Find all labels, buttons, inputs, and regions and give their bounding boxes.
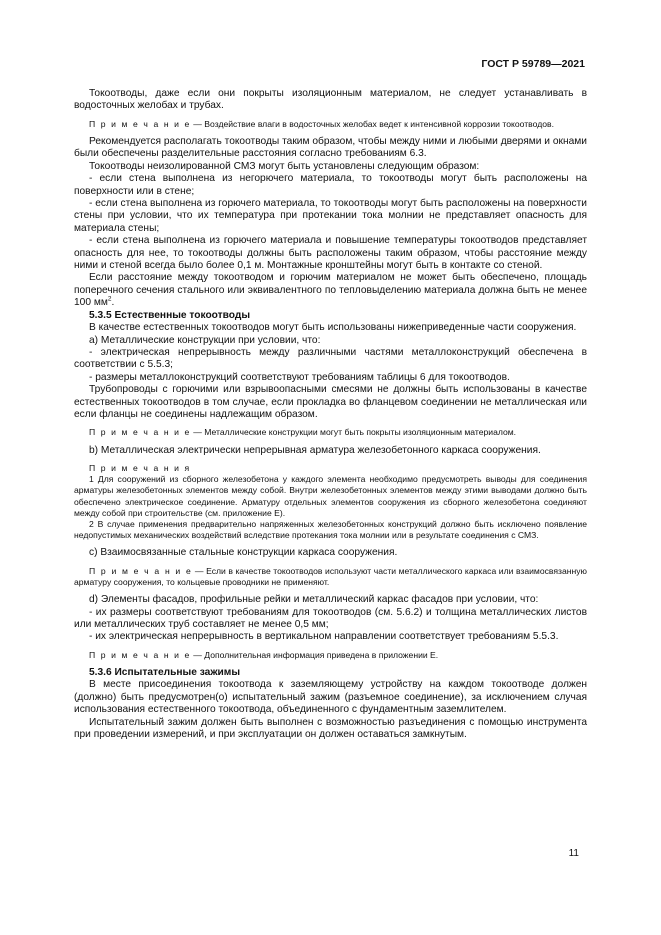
note — [74, 650, 587, 661]
paragraph: В месте присоединения токоотвода к заземляющему устройству на каждом токоотводе должен (должно) быть предусмотрен(о) испытательный зажим (разъемное соединение), за исключением случая использования естественного токоотвода, объединенного с фундаментным заземлителем. — [74, 679, 587, 716]
note-item: 2 В случае применения предварительно напряженных железобетонных конструкций должно быть исключено появление недопустимых механических воздействий вследствие протекания тока молнии или в результате соединения с СМЗ. — [74, 518, 587, 541]
list-item: - их размеры соответствуют требованиям для токоотводов (см. 5.6.2) и толщина металлических листов или металлических труб составляет не менее 0,5 мм; — [74, 606, 587, 631]
superscript: 2 — [107, 295, 112, 303]
section-heading: 5.3.5 Естественные токоотводы — [89, 309, 251, 321]
list-item: b) Металлическая электрически непрерывная арматура железобетонного каркаса сооружения. — [89, 444, 541, 456]
note-label: П р и м е ч а н и е — [89, 649, 191, 660]
document-header: ГОСТ Р 59789—2021 — [481, 58, 585, 70]
paragraph: Токоотводы неизолированной СМЗ могут быть установлены следующим образом: — [89, 160, 480, 172]
list-item: а) Металлические конструкции при условии, что: — [89, 334, 321, 346]
document-body — [74, 88, 587, 741]
paragraph-end: . — [111, 297, 115, 309]
paragraph: Трубопроводы с горючими или взрывоопасными смесями не должны быть использованы в качестве естественных токоотводов в том случае, если прокладка во фланцевом соединении не металлическая или если фланцы не соединены надлежащим образом. — [74, 384, 587, 420]
paragraph: Испытательный зажим должен быть выполнен с возможностью разъединения с помощью инструмента при проведении измерений, и при эксплуатации он должен оставаться замкнутым. — [74, 716, 587, 741]
note-item: 1 Для сооружений из сборного железобетона у каждого элемента необходимо предусмотреть выводы для соединения арматуры железобетонных элементов между собой. Внутри железобетонных элементов между этими выводами должно быть обеспечено электрическое соединение. Арматуру отдельных элементов сооружения из сборного железобетона соединяют между собой при строительстве (см. приложение Е). — [74, 474, 587, 518]
note — [74, 119, 587, 130]
note-label: П р и м е ч а н и е — [89, 118, 191, 129]
paragraph: В качестве естественных токоотводов могут быть использованы нижеприведенные части сооружения. — [89, 322, 577, 334]
notes-label: П р и м е ч а н и я — [89, 462, 191, 473]
section-heading: 5.3.6 Испытательные зажимы — [89, 667, 241, 679]
list-item: c) Взаимосвязанные стальные конструкции каркаса сооружения. — [89, 547, 398, 559]
list-item: - их электрическая непрерывность в вертикальном направлении соответствует требованиям 5.5.3. — [89, 631, 559, 643]
note-text: — Если в качестве токоотводов используют части металлического каркаса или взаимосвязанную арматуру сооружения, то кольцевые проводники не применяют. — [74, 565, 587, 587]
paragraph: Рекомендуется располагать токоотводы таким образом, чтобы между ними и любыми дверями и окнами были обеспечены разделительные расстояния согласно требованиям 6.3. — [74, 136, 587, 160]
list-item: - если стена выполнена из горючего материала, то токоотводы могут быть расположены на поверхности стены при условии, что их температура при протекании тока молнии не представляет опасность для материала стены; — [74, 198, 587, 234]
note-text: — Дополнительная информация приведена в приложении Е. — [190, 649, 439, 660]
page-number: 11 — [568, 848, 579, 859]
note-label: П р и м е ч а н и е — [89, 427, 191, 438]
paragraph: Токоотводы, даже если они покрыты изоляционным материалом, не следует устанавливать в водосточных желобах и трубах. — [74, 88, 587, 112]
list-item: - электрическая непрерывность между различными частями металлоконструкций обеспечена в соответствии с 5.5.3; — [74, 346, 587, 371]
list-item: - если стена выполнена из горючего материала и повышение температуры токоотводов представляет опасность для нее, то токоотводы должны быть расположены таким образом, чтобы расстояние между ними и стеной всегда было более 0,1 м. Монтажные кронштейны могут быть в контакте со стеной. — [74, 235, 587, 272]
note-text: — Металлические конструкции могут быть покрыты изоляционным материалом. — [190, 427, 517, 438]
paragraph — [74, 272, 587, 309]
list-item: - размеры металлоконструкций соответствуют требованиям таблицы 6 для токоотводов. — [89, 371, 510, 383]
list-item: d) Элементы фасадов, профильные рейки и металлический каркас фасадов при условии, что: — [89, 594, 539, 606]
note-text: — Воздействие влаги в водосточных желобах ведет к интенсивной коррозии токоотводов. — [190, 118, 554, 129]
note — [74, 566, 587, 588]
list-item: - если стена выполнена из негорючего материала, то токоотводы могут быть расположены на поверхности или в стене; — [74, 173, 587, 197]
note — [74, 427, 587, 438]
paragraph-text: Если расстояние между токоотводом и горючим материалом не может быть обеспечено, площадь поперечного сечения стального или эквивалентного по тепловыделению материала должна быть не менее 100 мм — [74, 272, 587, 309]
note-label: П р и м е ч а н и е — [89, 565, 193, 576]
